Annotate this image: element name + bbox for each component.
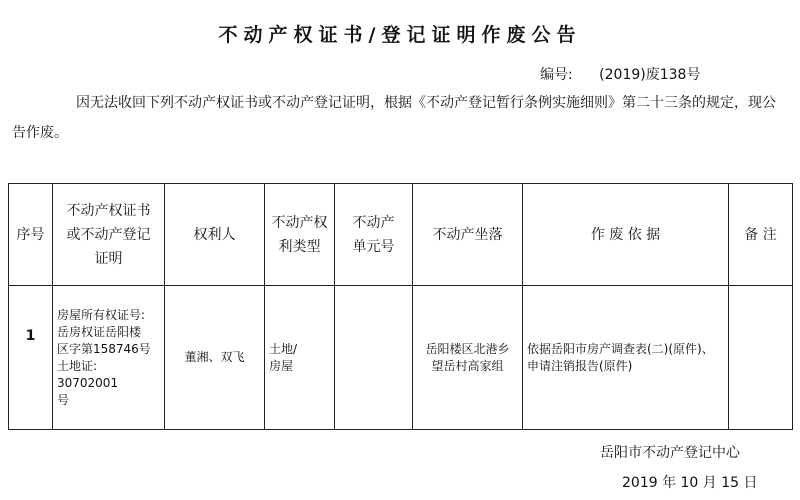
header-seq: 序号 <box>9 184 53 286</box>
cell-unit-number <box>335 286 413 430</box>
document-number <box>540 64 700 84</box>
issuing-organization: 岳阳市不动产登记中心 <box>600 445 740 461</box>
table-row <box>9 286 793 430</box>
header-location: 不动产坐落 <box>413 184 523 286</box>
header-right-type: 不动产权 利类型 <box>265 184 335 286</box>
table-header-row <box>9 184 793 286</box>
header-certificate: 不动产权证书 或不动产登记 证明 <box>53 184 165 286</box>
page-title: 不动产权证书/登记证明作废公告 <box>218 24 582 46</box>
document-number-label: 编号: <box>540 67 573 83</box>
header-unit-number: 不动产 单元号 <box>335 184 413 286</box>
notice-paragraph: 因无法收回下列不动产权证书或不动产登记证明，根据《不动产登记暂行条例实施细则》第二十三条的规定，现公告作废。 <box>12 95 776 141</box>
notice-table <box>8 183 793 430</box>
cell-seq: 1 <box>9 286 53 430</box>
cell-basis: 依据岳阳市房产调查表(二)(原件)、 申请注销报告(原件) <box>523 286 729 430</box>
cell-right-type: 土地/ 房屋 <box>265 286 335 430</box>
cell-remarks <box>729 286 793 430</box>
cell-certificate: 房屋所有权证号: 岳房权证岳阳楼 区字第158746号 土地证: 30702001 号 <box>53 286 165 430</box>
header-basis: 作 废 依 据 <box>523 184 729 286</box>
cell-location: 岳阳楼区北港乡 望岳村高家组 <box>413 286 523 430</box>
cell-holder: 董湘、双飞 <box>165 286 265 430</box>
issue-date: 2019 年 10 月 15 日 <box>622 475 758 491</box>
document-number-value: (2019)废138号 <box>599 67 701 83</box>
header-remarks: 备 注 <box>729 184 793 286</box>
header-holder: 权利人 <box>165 184 265 286</box>
